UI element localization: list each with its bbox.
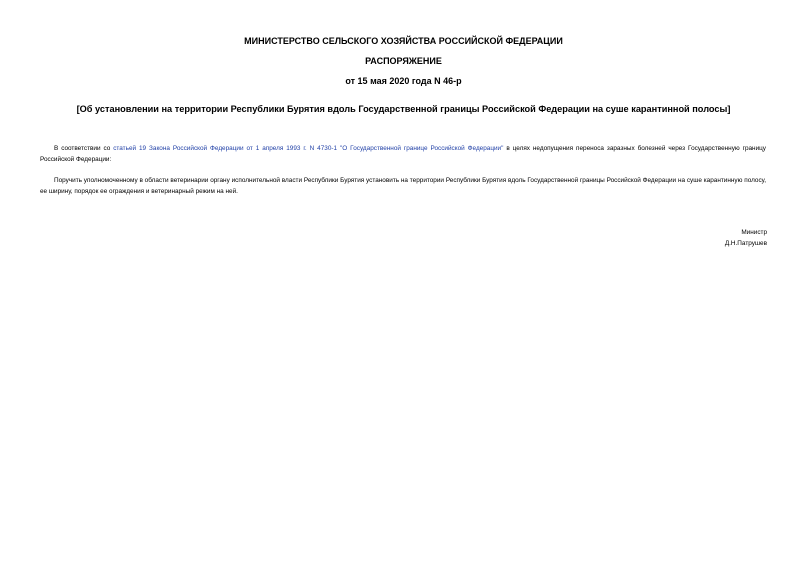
document-subject: [Об установлении на территории Республики Бурятия вдоль Государственной границы Российской Федерации на суше карантинной полосы] — [76, 104, 731, 114]
document-type: РАСПОРЯЖЕНИЕ — [365, 56, 442, 66]
paragraph-preamble-end: в целях недопущения переноса заразных болезней через Государственную границу Российской Федерации: — [40, 145, 767, 163]
ministry-heading: МИНИСТЕРСТВО СЕЛЬСКОГО ХОЗЯЙСТВА РОССИЙСКОЙ ФЕДЕРАЦИИ — [244, 36, 563, 46]
document-date-number: от 15 мая 2020 года N 46-р — [345, 76, 462, 86]
paragraph-order: Поручить уполномоченному в области ветеринарии органу исполнительной власти Республики Бурятия установить на территории Республики Бурятия вдоль Государственной границы Российской Федерации на суше карантинную полосу, ее ширину, порядок ее ограждения и ветеринарный режим на ней. — [40, 177, 766, 195]
signature-name: Д.Н.Патрушев — [724, 240, 767, 247]
signature-position: Министр — [741, 229, 767, 236]
law-reference-link[interactable]: статьей 19 Закона Российской Федерации от 1 апреля 1993 г. N 4730-1 "О Государственной границе Российской Федерации" — [113, 145, 504, 152]
paragraph-preamble-start: В соответствии со — [54, 145, 114, 152]
paragraph-preamble — [40, 143, 766, 165]
